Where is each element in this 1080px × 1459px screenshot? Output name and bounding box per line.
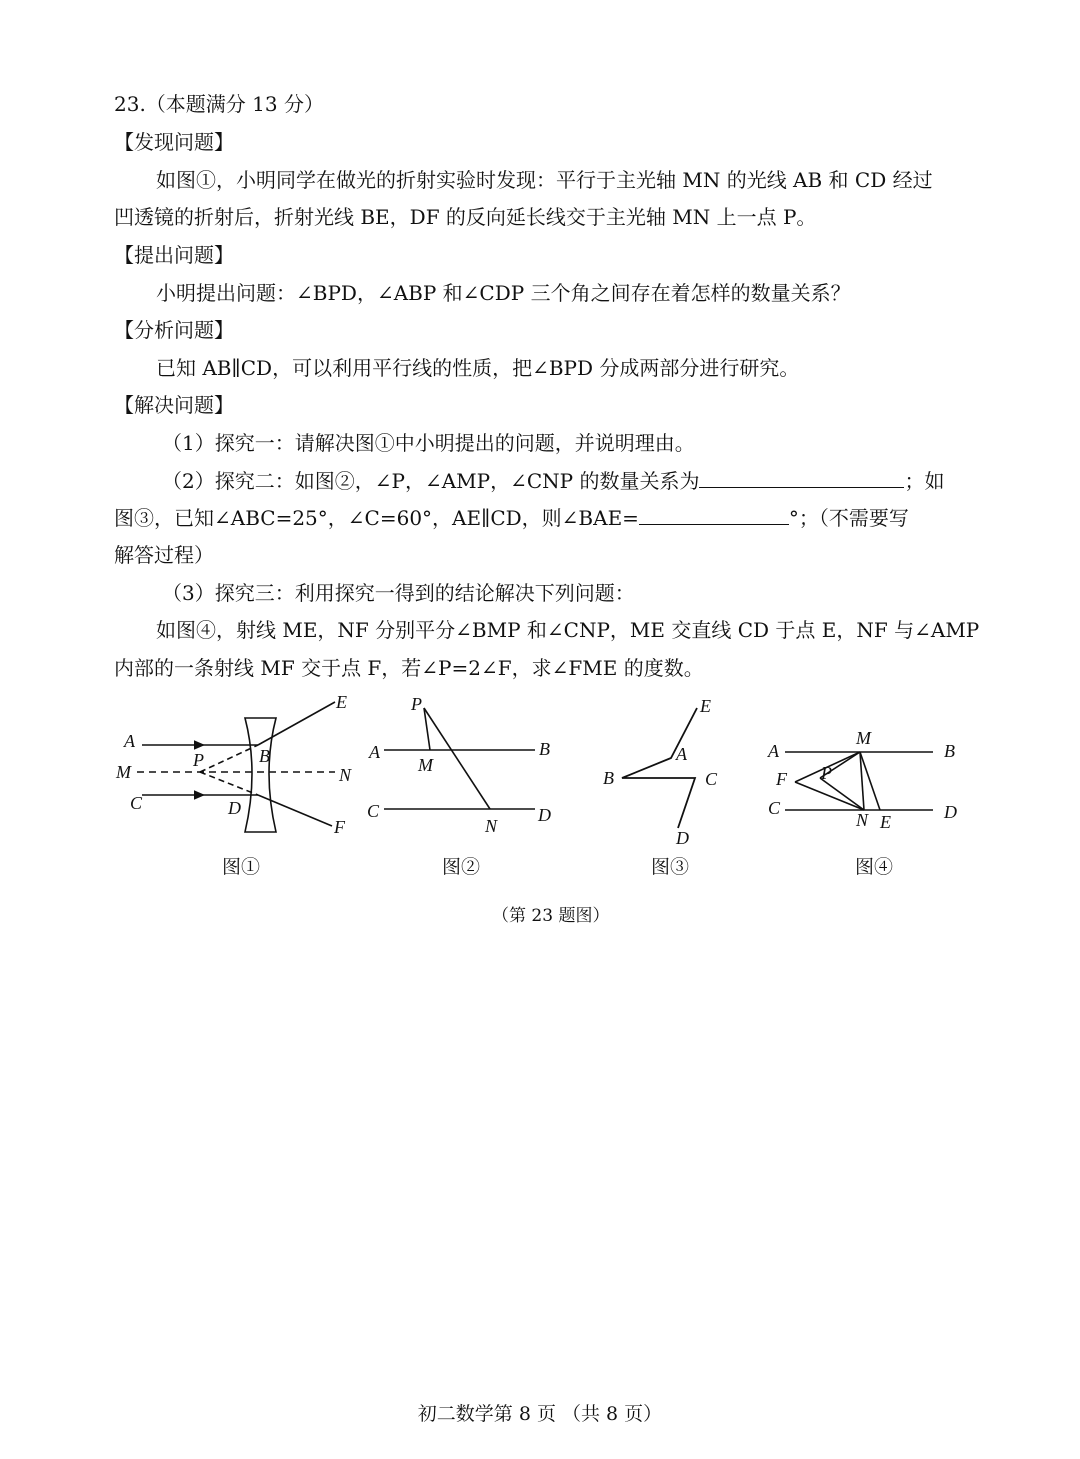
solve-part-1: （1）探究一：请解决图①中小明提出的问题，并说明理由。 — [162, 431, 695, 455]
fig4-label-n: N — [856, 810, 869, 830]
discover-paragraph-2: 凹透镜的折射后，折射光线 BE，DF 的反向延长线交于主光轴 MN 上一点 P。 — [114, 205, 817, 229]
solve-part-2-text: （2）探究二：如图②，∠P，∠AMP，∠CNP 的数量关系为 — [162, 469, 700, 493]
section-discover-title: 【发现问题】 — [114, 130, 234, 154]
analyze-paragraph: 已知 AB∥CD，可以利用平行线的性质，把∠BPD 分成两部分进行研究。 — [156, 356, 800, 380]
figure-2-labels — [367, 694, 551, 836]
fig1-label-d: D — [228, 798, 241, 818]
fig3-label-d: D — [676, 828, 689, 848]
fig1-label-b: B — [259, 746, 270, 766]
fig1-ray-df — [258, 795, 332, 826]
fig4-label-f: F — [776, 769, 787, 789]
fig2-label-p: P — [411, 694, 422, 714]
fig2-label-b: B — [539, 739, 550, 759]
fig1-label-c: C — [130, 793, 143, 813]
discover-paragraph-1: 如图①，小明同学在做光的折射实验时发现：平行于主光轴 MN 的光线 AB 和 CD 经过 — [156, 168, 933, 192]
fig2-caption: 图② — [442, 856, 481, 878]
solve-part-3: （3）探究三：利用探究一得到的结论解决下列问题： — [162, 581, 635, 605]
fig2-segment-pn — [424, 708, 490, 809]
fig1-lens — [245, 718, 276, 832]
fig3-caption: 图③ — [651, 856, 690, 878]
fig1-label-p: P — [193, 750, 204, 770]
solve-part-2-line-2 — [114, 504, 909, 532]
fig1-label-e: E — [336, 692, 347, 712]
page-footer: 初二数学第 8 页 （共 8 页） — [417, 1403, 663, 1425]
fig1-label-a: A — [124, 731, 135, 751]
fig4-label-d: D — [944, 802, 957, 822]
solve-part-2b-end: °；（不需要写 — [788, 506, 909, 530]
fig2-segment-pm — [424, 708, 430, 750]
solve-part-2-line-1 — [162, 467, 944, 495]
fig4-label-e: E — [880, 812, 891, 832]
fig3-label-e: E — [700, 696, 711, 716]
solve-part-2-line-3: 解答过程） — [114, 543, 214, 567]
fig1-label-f: F — [334, 817, 345, 837]
section-solve-title: 【解决问题】 — [114, 393, 234, 417]
fig4-label-a: A — [768, 741, 779, 761]
answer-blank-2[interactable] — [639, 506, 789, 525]
fig1-caption: 图① — [222, 856, 261, 878]
solve-part-2-end: ；如 — [904, 469, 945, 493]
fig2-label-c: C — [367, 801, 380, 821]
fig4-label-p: P — [821, 763, 832, 783]
figure-4 — [785, 752, 933, 810]
fig2-label-m: M — [418, 755, 433, 775]
figure-group-caption: （第 23 题图） — [492, 906, 610, 926]
fig3-label-b: B — [603, 768, 614, 788]
fig4-label-m: M — [856, 728, 871, 748]
answer-blank-1[interactable] — [699, 469, 904, 488]
fig2-label-a: A — [369, 742, 380, 762]
solve-part-3-line-1: 如图④，射线 ME，NF 分别平分∠BMP 和∠CNP，ME 交直线 CD 于点 E，NF 与∠AMP — [156, 618, 980, 642]
solve-part-3-line-2: 内部的一条射线 MF 交于点 F，若∠P=2∠F，求∠FME 的度数。 — [114, 656, 704, 680]
figure-1-labels — [115, 692, 352, 837]
fig2-label-n: N — [485, 816, 498, 836]
fig3-label-a: A — [676, 744, 687, 764]
propose-paragraph: 小明提出问题：∠BPD，∠ABP 和∠CDP 三个角之间存在着怎样的数量关系？ — [156, 281, 851, 305]
fig3-label-c: C — [705, 769, 718, 789]
figure-3 — [622, 708, 697, 828]
fig1-label-n: N — [339, 765, 352, 785]
question-header: 23.（本题满分 13 分） — [114, 92, 324, 116]
figure-2 — [384, 708, 535, 809]
fig2-label-d: D — [538, 805, 551, 825]
figure-3-labels — [603, 696, 718, 848]
section-propose-title: 【提出问题】 — [114, 243, 234, 267]
fig1-back-extension-df — [200, 772, 258, 795]
figures-svg — [0, 680, 1080, 880]
fig1-back-extension-be — [200, 745, 258, 772]
fig4-label-c: C — [768, 798, 781, 818]
fig4-label-b: B — [944, 741, 955, 761]
solve-part-2b-text: 图③，已知∠ABC=25°，∠C=60°，AE∥CD，则∠BAE= — [114, 506, 639, 530]
section-analyze-title: 【分析问题】 — [114, 318, 234, 342]
fig4-ray-nf — [795, 782, 864, 810]
fig3-polyline — [622, 708, 697, 828]
fig4-caption: 图④ — [855, 856, 894, 878]
fig1-label-m: M — [116, 762, 131, 782]
fig1-ray-be — [258, 702, 335, 745]
